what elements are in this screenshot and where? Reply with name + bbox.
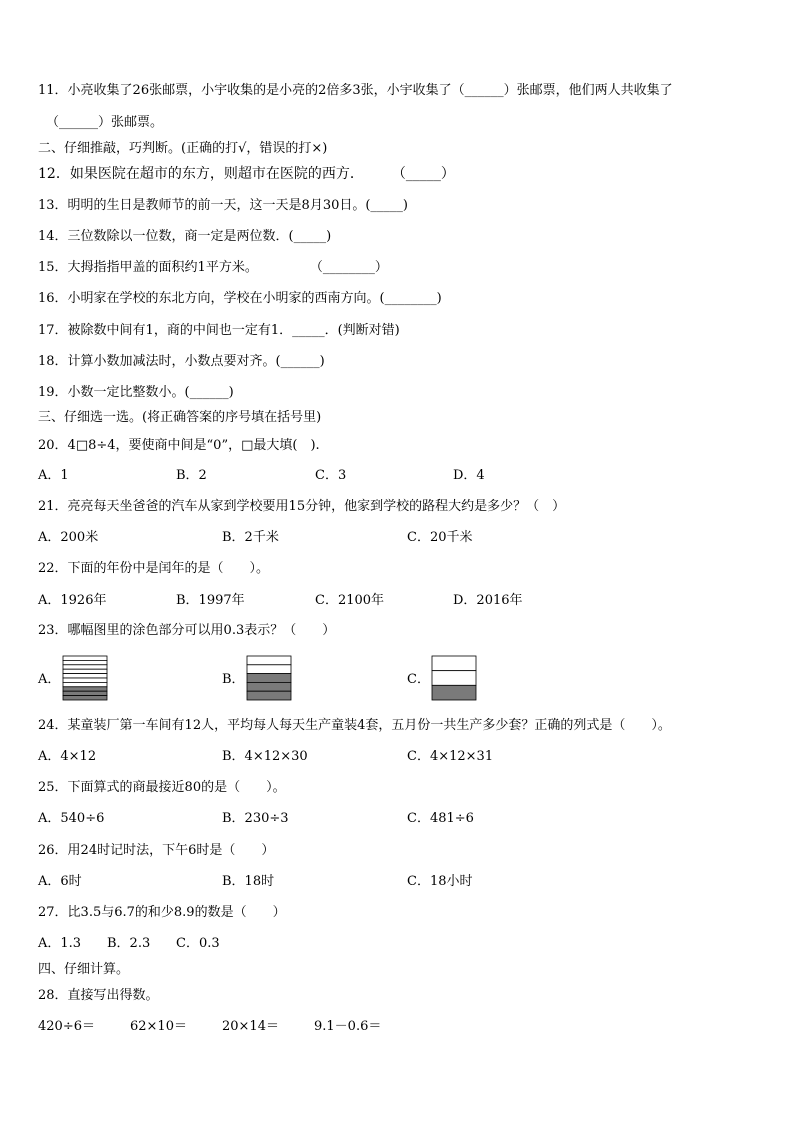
q23-label-b: B． bbox=[222, 672, 245, 687]
q28-item-2: 62×10＝ bbox=[130, 1019, 187, 1034]
q15: 15．大拇指指甲盖的面积约1平方米。 （________） bbox=[38, 260, 388, 275]
blank-strip bbox=[63, 660, 107, 664]
q24-option-b: B．4×12×30 bbox=[222, 749, 308, 764]
q17: 17．被除数中间有1，商的中间也一定有1．_____．(判断对错) bbox=[38, 323, 400, 338]
q20-option-c: C．3 bbox=[315, 468, 347, 483]
q27: 27．比3.5与6.7的和少8.9的数是（ ） bbox=[38, 905, 286, 920]
q26-option-c: C．18小时 bbox=[407, 874, 473, 889]
blank-strip bbox=[63, 656, 107, 660]
q20: 20．4□8÷4，要使商中间是“0”，□最大填( ). bbox=[38, 438, 320, 453]
q23-figure-c bbox=[431, 655, 477, 701]
blank-strip bbox=[432, 656, 476, 671]
q24-option-c: C．4×12×31 bbox=[407, 749, 494, 764]
q11-line2: （______）张邮票。 bbox=[46, 115, 164, 130]
q22-option-b: B．1997年 bbox=[176, 593, 245, 608]
q23-label-a: A． bbox=[38, 672, 61, 687]
q24-option-a: A．4×12 bbox=[38, 749, 97, 764]
q14: 14．三位数除以一位数，商一定是两位数．(_____) bbox=[38, 229, 332, 244]
q24: 24．某童装厂第一车间有12人，平均每人每天生产童装4套，五月份一共生产多少套？正确的列式是（ ）。 bbox=[38, 718, 671, 733]
q26: 26．用24时记时法，下午6时是（ ） bbox=[38, 843, 275, 858]
q21-option-c: C．20千米 bbox=[407, 530, 473, 545]
q22: 22．下面的年份中是闰年的是（ ）。 bbox=[38, 561, 270, 576]
blank-strip bbox=[63, 669, 107, 673]
q12: 12．如果医院在超市的东方，则超市在医院的西方． （_____） bbox=[38, 166, 455, 182]
q23-figure-b bbox=[246, 655, 292, 701]
blank-strip bbox=[247, 656, 291, 665]
shaded-strip bbox=[63, 696, 107, 700]
q25-option-c: C．481÷6 bbox=[407, 811, 474, 826]
q27-option-b: B．2.3 bbox=[107, 936, 151, 951]
q26-option-b: B．18时 bbox=[222, 874, 275, 889]
q19: 19．小数一定比整数小。(______) bbox=[38, 385, 234, 400]
blank-strip bbox=[63, 665, 107, 669]
shaded-strip bbox=[247, 691, 291, 700]
q28-item-3: 20×14＝ bbox=[222, 1019, 279, 1034]
q26-option-a: A．6时 bbox=[38, 874, 82, 889]
section2-heading: 二、仔细推敲，巧判断。(正确的打√，错误的打×) bbox=[38, 141, 328, 156]
q22-option-a: A．1926年 bbox=[38, 593, 107, 608]
shaded-strip bbox=[247, 682, 291, 691]
q22-option-c: C．2100年 bbox=[315, 593, 385, 608]
q28-item-4: 9.1－0.6＝ bbox=[314, 1019, 382, 1034]
q25-option-a: A．540÷6 bbox=[38, 811, 105, 826]
section4-heading: 四、仔细计算。 bbox=[38, 962, 130, 977]
q13: 13．明明的生日是教师节的前一天，这一天是8月30日。(_____) bbox=[38, 198, 408, 213]
q25-option-b: B．230÷3 bbox=[222, 811, 289, 826]
q16: 16．小明家在学校的东北方向，学校在小明家的西南方向。(________) bbox=[38, 291, 442, 306]
q27-option-a: A．1.3 bbox=[38, 936, 82, 951]
q27-option-c: C．0.3 bbox=[176, 936, 220, 951]
q22-option-d: D．2016年 bbox=[453, 593, 523, 608]
q23: 23．哪幅图里的涂色部分可以用0.3表示？（ ） bbox=[38, 623, 336, 638]
q18: 18．计算小数加减法时，小数点要对齐。(______) bbox=[38, 354, 325, 369]
q21: 21．亮亮每天坐爸爸的汽车从家到学校要用15分钟，他家到学校的路程大约是多少？（ ） bbox=[38, 499, 566, 514]
shaded-strip bbox=[247, 674, 291, 683]
blank-strip bbox=[63, 682, 107, 686]
q11-line1: 11．小亮收集了26张邮票，小宇收集的是小亮的2倍多3张，小宇收集了（______）张邮票，他们两人共收集了 bbox=[38, 83, 673, 98]
q20-option-d: D．4 bbox=[453, 468, 485, 483]
section3-heading: 三、仔细选一选。(将正确答案的序号填在括号里) bbox=[38, 410, 322, 425]
shaded-strip bbox=[432, 685, 476, 700]
q21-option-b: B．2千米 bbox=[222, 530, 279, 545]
q28: 28．直接写出得数。 bbox=[38, 988, 159, 1003]
q20-option-b: B．2 bbox=[176, 468, 207, 483]
q20-option-a: A．1 bbox=[38, 468, 69, 483]
shaded-strip bbox=[63, 687, 107, 691]
q23-figure-a bbox=[62, 655, 108, 701]
q25: 25．下面算式的商最接近80的是（ ）。 bbox=[38, 780, 286, 795]
q21-option-a: A．200米 bbox=[38, 530, 99, 545]
blank-strip bbox=[432, 671, 476, 686]
blank-strip bbox=[247, 665, 291, 674]
shaded-strip bbox=[63, 691, 107, 695]
q23-label-c: C． bbox=[407, 672, 430, 687]
blank-strip bbox=[63, 678, 107, 682]
blank-strip bbox=[63, 674, 107, 678]
q28-item-1: 420÷6＝ bbox=[38, 1019, 95, 1034]
